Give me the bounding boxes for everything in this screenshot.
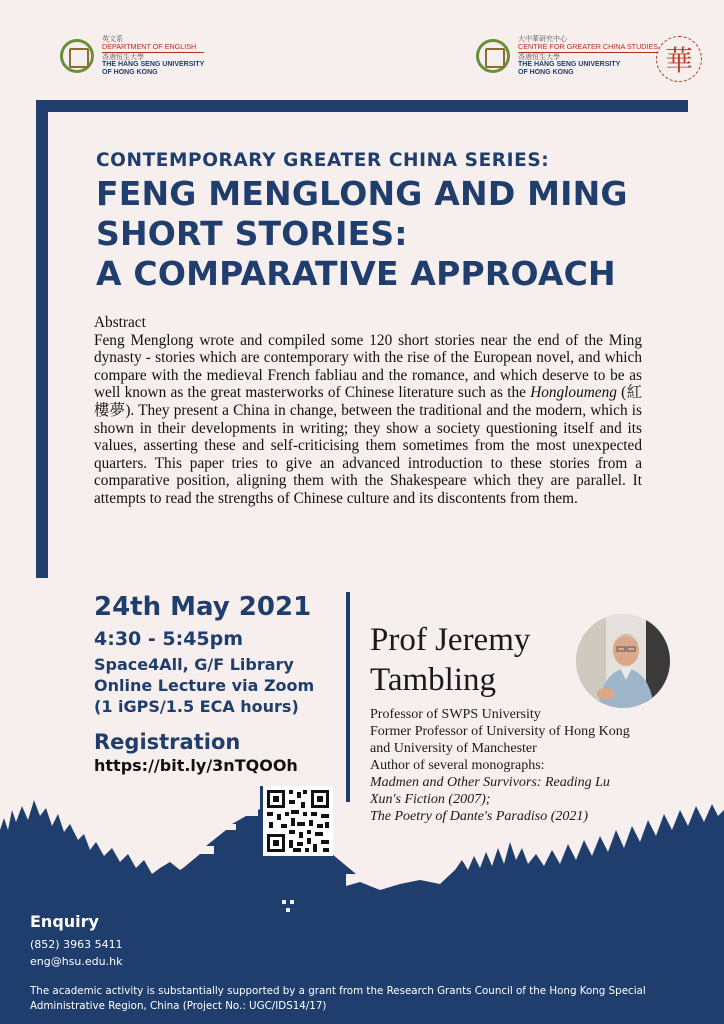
book-1: Madmen and Other Survivors: Reading Lu Xun's Fiction (2007);: [370, 775, 610, 807]
frame-bar-left: [36, 100, 48, 578]
centre-name-zh: 大中華研究中心: [518, 36, 567, 43]
registration-link[interactable]: https://bit.ly/3nTQOOh: [94, 756, 298, 775]
enquiry-phone[interactable]: (852) 3963 5411: [30, 938, 123, 951]
dept-name-zh: 英文系: [102, 36, 123, 43]
speaker-name: [370, 620, 530, 700]
bio-line-2: Former Professor of University of Hong Kong and University of Manchester: [370, 724, 630, 756]
abstract-body: Feng Menglong wrote and compiled some 120 short stories near the end of the Ming dynasty - stories which are contemporary with the rise of the European novel, and which compare with the medieval French fabliau and the romance, and which deserve to be as well known as the great masterworks of Chinese literature such as the Hongloumeng (紅樓夢). They present a China in change, between the traditional and the modern, which is shown in their developments in writing; they show a society questioning itself and its values, asserting these and self-criticising them sometimes from the most unexpected quarters. This paper tries to give an advanced introduction to these stories from a comparative position, aligning them with the Shakespeare which they are parallel. It attempts to read the strengths of Chinese culture and its discontents from them.: [94, 331, 642, 507]
univ-name-en-2: OF HONG KONG: [102, 68, 158, 76]
title-line-2: SHORT STORIES:: [96, 214, 408, 253]
centre-greater-china-logo: [476, 36, 658, 76]
speaker-name-line-1: Prof Jeremy: [370, 622, 531, 658]
funding-acknowledgement: The academic activity is substantially supported by a grant from the Research Grants Council of the Hong Kong Special Administrative Region, China (Project No.: UGC/IDS14/17): [30, 985, 646, 1012]
speaker-photo: [576, 614, 670, 708]
venue-line-1: Space4All, G/F Library: [94, 655, 294, 674]
univ-name-en-2: OF HONG KONG: [518, 68, 574, 76]
univ-name-zh: 香港恒生大學: [518, 53, 560, 61]
lecture-title: [96, 174, 628, 294]
enquiry-heading: Enquiry: [30, 912, 99, 931]
speaker-name-line-2: Tambling: [370, 662, 497, 698]
abstract: [94, 314, 642, 508]
enquiry-email[interactable]: eng@hsu.edu.hk: [30, 955, 123, 968]
univ-name-zh: 香港恒生大學: [102, 53, 144, 61]
university-seal-icon: [476, 39, 510, 73]
event-time: 4:30 - 5:45pm: [94, 628, 244, 650]
bio-line-3: Author of several monographs:: [370, 758, 545, 773]
venue-line-2: Online Lecture via Zoom: [94, 676, 315, 695]
univ-name-en-1: THE HANG SENG UNIVERSITY: [518, 61, 621, 69]
title-line-1: FENG MENGLONG AND MING: [96, 174, 628, 213]
venue-line-3: (1 iGPS/1.5 ECA hours): [94, 697, 299, 716]
series-title: CONTEMPORARY GREATER CHINA SERIES:: [96, 150, 550, 171]
event-date: 24th May 2021: [94, 592, 312, 622]
centre-name-en: CENTRE FOR GREATER CHINA STUDIES: [518, 42, 659, 52]
title-line-3: A COMPARATIVE APPROACH: [96, 254, 616, 293]
registration-qr-code[interactable]: [263, 786, 333, 856]
event-venue: [94, 654, 314, 717]
book-2: The Poetry of Dante's Paradiso (2021): [370, 809, 589, 824]
dept-name-en: DEPARTMENT OF ENGLISH: [102, 43, 204, 53]
registration-heading: Registration: [94, 730, 241, 754]
abstract-heading: Abstract: [94, 314, 146, 331]
univ-name-en-1: THE HANG SENG UNIVERSITY: [102, 61, 205, 69]
department-of-english-logo: [60, 36, 204, 76]
university-seal-icon: [60, 39, 94, 73]
centre-seal-icon: 華: [656, 36, 702, 82]
bio-line-1: Professor of SWPS University: [370, 707, 541, 722]
frame-bar-top: [36, 100, 688, 112]
